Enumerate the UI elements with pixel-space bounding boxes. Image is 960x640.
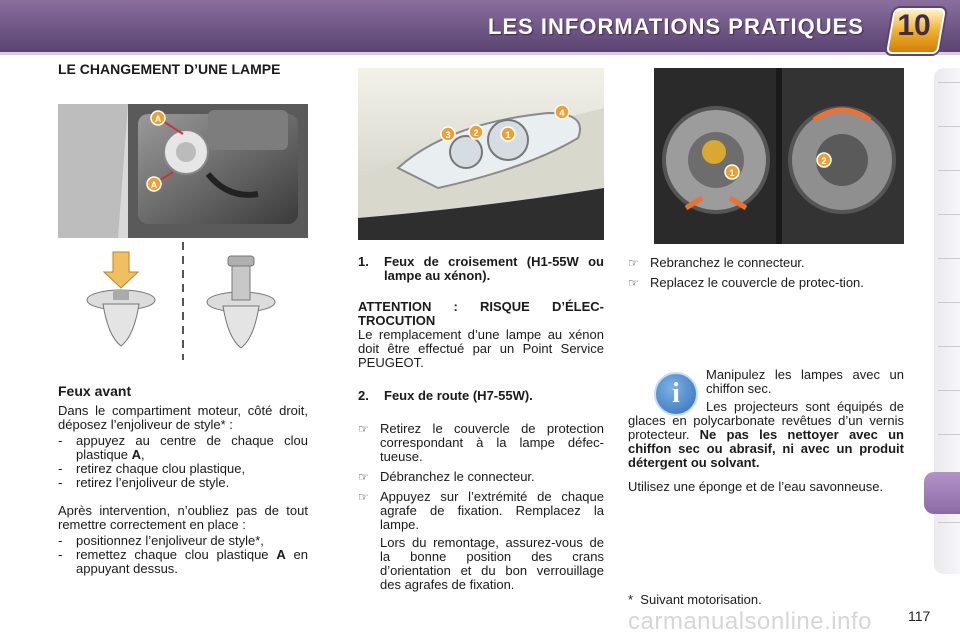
list-item [58, 534, 308, 548]
rivet-illustration [58, 238, 308, 364]
list-dash: - [58, 475, 63, 490]
reassembly-intro: Après intervention, n’oubliez pas de tout remettre correctement en place : [58, 503, 308, 532]
section-title: LE CHANGEMENT D’UNE LAMPE [58, 61, 281, 77]
list-item-text [76, 434, 308, 462]
tab-divider [938, 214, 960, 215]
list-dash: - [58, 461, 63, 476]
list-dash: - [58, 433, 63, 448]
headlight-illustration [358, 68, 604, 240]
watermark: carmanualsonline.info [628, 608, 872, 635]
callout-1: 1 [729, 168, 735, 178]
front-lights-steps [58, 434, 308, 490]
tab-divider [938, 170, 960, 171]
callout-a: A [154, 114, 162, 124]
list-item [58, 476, 308, 490]
pointing-hand-icon: ☞ [358, 490, 369, 504]
list-item [358, 422, 604, 464]
pointing-hand-icon: ☞ [628, 256, 639, 270]
plastic-rivet-diagram [58, 238, 308, 364]
callout-a: A [150, 180, 158, 190]
list-item-text [76, 548, 308, 576]
pointing-hand-icon: ☞ [358, 470, 369, 484]
item-text: Feux de route (H7-55W). [384, 388, 533, 403]
cleaning-warning: Ne pas les nettoyer avec un chiffon sec ou abrasif, ni avec un produit détergent ou solvant. [628, 427, 904, 470]
list-item [358, 536, 604, 592]
tab-divider [938, 302, 960, 303]
bulb-holder-illustration [654, 68, 904, 244]
list-item [58, 548, 308, 576]
chapter-number: 10 [897, 9, 931, 42]
engine-compartment-illustration [58, 104, 308, 238]
callout-3: 3 [445, 130, 451, 140]
page-number: 117 [908, 608, 931, 624]
step-text: appuyez au centre de chaque clou plastique [76, 433, 308, 462]
item-high-beam [358, 389, 604, 403]
headlight-photo [358, 68, 604, 240]
info-text-2 [628, 400, 904, 470]
list-item-text: Rebranchez le connecteur. [650, 255, 805, 270]
step-text: remettez chaque clou plastique [76, 547, 277, 562]
warning-title: ATTENTION : RISQUE D’ÉLEC-TROCUTION [358, 299, 604, 328]
list-item-text: Replacez le couvercle de protec-tion. [650, 275, 864, 290]
item-number: 1. [358, 254, 369, 269]
list-item [358, 490, 604, 532]
pointing-hand-icon: ☞ [628, 276, 639, 290]
list-dash: - [58, 533, 63, 548]
list-item-text: retirez l’enjoliveur de style. [76, 475, 230, 490]
rivet-reference: A [131, 447, 142, 462]
list-item [628, 256, 904, 270]
indent-spacer [358, 536, 380, 592]
callout-1: 1 [505, 130, 511, 140]
bulb-holder-photo [654, 68, 904, 244]
list-dash: - [58, 547, 63, 562]
tab-divider [938, 126, 960, 127]
list-item [58, 434, 308, 462]
list-item-text: retirez chaque clou plastique, [76, 461, 246, 476]
info-icon: i [654, 372, 698, 416]
callout-2: 2 [821, 156, 827, 166]
list-item-text: positionnez l’enjoliveur de style*, [76, 533, 264, 548]
footnote-text: Suivant motorisation. [640, 592, 762, 607]
item-text: Feux de croisement (H1-55W ou lampe au xénon). [384, 254, 604, 283]
procedure-steps [358, 422, 604, 592]
front-lights-intro: Dans le compartiment moteur, côté droit, déposez l’enjoliveur de style* : [58, 403, 308, 432]
list-item-text: Débranchez le connecteur. [380, 469, 535, 484]
item-number: 2. [358, 388, 369, 403]
tab-divider [938, 82, 960, 83]
tab-divider [938, 390, 960, 391]
info-text-3: Utilisez une éponge et de l’eau savonneuse. [628, 479, 884, 494]
list-item [58, 462, 308, 476]
polycarbonate-note: Les projecteurs sont équipés de glaces en polycarbonate revêtues d’un vernis protecteur. [628, 399, 904, 442]
tab-divider [938, 258, 960, 259]
list-item [628, 276, 904, 290]
reassembly-note: Lors du remontage, assurez-vous de la bonne position des crans d’orientation et du bon verrouillage des agrafes de fixation. [380, 535, 604, 592]
callout-4: 4 [559, 108, 565, 118]
page-header-title: LES INFORMATIONS PRATIQUES [488, 14, 864, 39]
engine-compartment-photo [58, 104, 308, 238]
chapter-tab-active[interactable] [924, 472, 960, 514]
tab-divider [938, 522, 960, 523]
reassembly-steps [58, 534, 308, 576]
rivet-reference: A [276, 547, 286, 562]
tab-divider [938, 346, 960, 347]
step-text-end: en appuyant dessus. [76, 547, 308, 576]
warning-text: Le remplacement d’une lampe au xénon doit être effectué par un Point Service PEUGEOT. [358, 327, 604, 370]
list-item [358, 470, 604, 484]
footnote [628, 592, 762, 607]
front-lights-heading: Feux avant [58, 383, 132, 399]
footnote-star: * [628, 592, 634, 607]
step-text-end: , [141, 447, 145, 462]
info-text-1: Manipulez les lampes avec un chiffon sec. [706, 367, 904, 396]
pointing-hand-icon: ☞ [358, 422, 369, 436]
item-low-beam [358, 255, 604, 283]
list-item-text: Appuyez sur l’extrémité de chaque agrafe de fixation. Remplacez la lampe. [380, 489, 604, 532]
reconnect-steps [628, 256, 904, 290]
tab-divider [938, 434, 960, 435]
list-item-text: Retirez le couvercle de protection correspondant à la lampe défec-tueuse. [380, 421, 604, 464]
callout-2: 2 [473, 128, 479, 138]
